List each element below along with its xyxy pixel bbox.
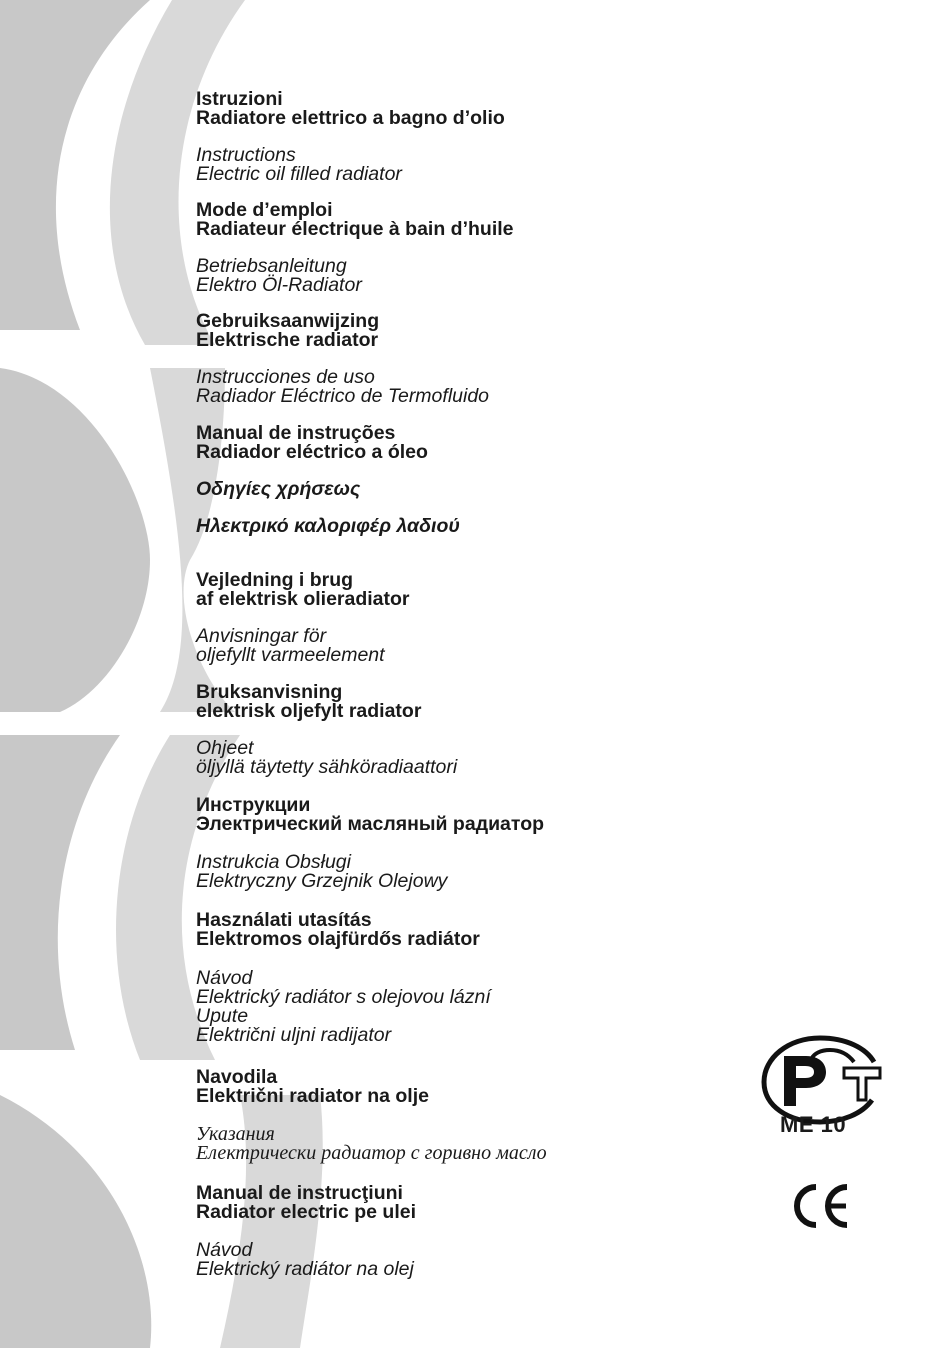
entry-navodila [196, 1068, 429, 1106]
entry-title: Betriebsanleitung [196, 255, 347, 277]
entry-title: Upute [196, 1005, 249, 1027]
entry-subtitle: Elektryczny Grzejnik Olejowy [196, 870, 448, 892]
entry-title: Vejledning i brug [196, 569, 354, 591]
entry-title: Инструкции [196, 794, 311, 816]
arc-shape [0, 368, 150, 712]
entry-subtitle: Radiateur électrique à bain d’huile [196, 218, 514, 240]
entry-istruzioni [196, 90, 505, 128]
entry-title: Návod [196, 967, 253, 989]
entry-title: Instructions [196, 144, 296, 166]
entry-title: Manual de instrucţiuni [196, 1182, 403, 1204]
entry-manual-instructiuni [196, 1184, 416, 1222]
entry-subtitle: Ηλεκτρικό καλοριφέρ λαδιού [196, 515, 460, 537]
entry-mode-demploi [196, 201, 514, 239]
entry-subtitle: Radiador eléctrico a óleo [196, 441, 428, 463]
entry-title: Gebruiksaanwijzing [196, 310, 380, 332]
entry-subtitle: Elektrický radiátor s olejovou lázní [196, 986, 491, 1008]
entry-title: Istruzioni [196, 88, 283, 110]
entry-subtitle: Radiatore elettrico a bagno d’olio [196, 107, 505, 129]
entry-subtitle: Электрический масляный радиатор [196, 813, 545, 835]
entry-subtitle: Električni uljni radijator [196, 1024, 392, 1046]
entry-title: Navodila [196, 1066, 278, 1088]
entry-title: Manual de instruções [196, 422, 396, 444]
entry-title: Instrucciones de uso [196, 366, 375, 388]
entry-instrucciones [196, 368, 489, 406]
entry-instrukcia [196, 853, 447, 891]
entry-russian [196, 796, 544, 834]
entry-ohjeet [196, 739, 457, 777]
entry-betriebsanleitung [196, 257, 362, 295]
entry-subtitle: Elektro Öl-Radiator [196, 274, 362, 296]
entry-navod-cz [196, 969, 491, 1045]
entry-title: Bruksanvisning [196, 681, 343, 703]
arc-shape [0, 1095, 151, 1348]
entry-vejledning [196, 571, 410, 609]
entry-anvisningar [196, 627, 385, 665]
entry-subtitle: Elektrický radiátor na olej [196, 1258, 414, 1280]
entry-navod-sk [196, 1241, 414, 1279]
entry-title: Указания [196, 1123, 275, 1145]
entry-subtitle: Electric oil filled radiator [196, 163, 402, 185]
entry-manual-instrucoes [196, 424, 428, 462]
entry-greek-subtitle [196, 517, 460, 536]
entry-title: Mode d’emploi [196, 199, 333, 221]
entry-subtitle: Električni radiator na olje [196, 1085, 429, 1107]
entry-gebruiksaanwijzing [196, 312, 379, 350]
entry-subtitle: oljefyllt varmeelement [196, 644, 385, 666]
entry-subtitle: öljyllä täytetty sähköradiaattori [196, 756, 458, 778]
entry-subtitle: elektrisk oljefylt radiator [196, 700, 422, 722]
entry-title: Οδηγίες χρήσεως [196, 478, 361, 500]
entry-bulgarian [196, 1125, 547, 1163]
entry-title: Instrukcia Obsługi [196, 851, 351, 873]
entry-title: Návod [196, 1239, 253, 1261]
entry-subtitle: Elektromos olajfürdős radiátor [196, 928, 480, 950]
entry-subtitle: Radiador Eléctrico de Termofluido [196, 385, 490, 407]
pct-code-label: ME 10 [780, 1112, 847, 1137]
entry-greek-title [196, 480, 360, 499]
entry-title: Ohjeet [196, 737, 254, 759]
ce-mark-icon [792, 1183, 852, 1229]
entry-title: Anvisningar för [196, 625, 327, 647]
entry-title: Használati utasítás [196, 909, 372, 931]
arc-shape [0, 735, 120, 1050]
entry-hasznalati [196, 911, 480, 949]
entry-subtitle: af elektrisk olieradiator [196, 588, 410, 610]
entry-subtitle: Radiator electric pe ulei [196, 1201, 416, 1223]
entry-instructions [196, 146, 402, 184]
entry-subtitle: Elektrische radiator [196, 329, 379, 351]
entry-subtitle: Електрически радиатор с горивно масло [196, 1142, 547, 1164]
entry-bruksanvisning [196, 683, 421, 721]
